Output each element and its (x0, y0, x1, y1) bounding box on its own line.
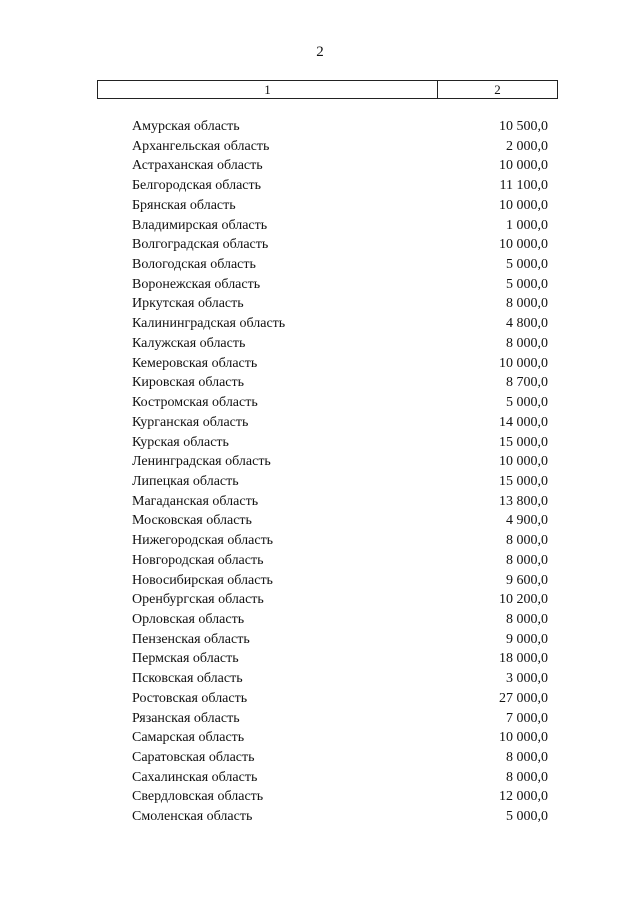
table-row (132, 452, 548, 472)
table-row (132, 373, 548, 393)
region-amount: 1 000,0 (506, 217, 548, 233)
region-amount: 8 000,0 (506, 750, 548, 765)
region-amount: 10 000,0 (499, 197, 548, 213)
region-name: Курская область (132, 434, 229, 450)
region-amount: 8 000,0 (506, 296, 548, 312)
region-name: Курганская область (132, 414, 249, 430)
region-table-body (132, 117, 548, 827)
table-row (132, 117, 548, 137)
table-row (132, 176, 548, 196)
table-row (132, 413, 548, 433)
region-name: Свердловская область (132, 789, 264, 805)
table-row (132, 610, 548, 630)
table-row (132, 571, 548, 591)
region-amount: 2 000,0 (506, 138, 548, 154)
region-amount: 8 000,0 (506, 552, 548, 568)
region-name: Рязанская область (132, 710, 240, 726)
table-column-header (97, 80, 558, 99)
table-row (132, 807, 548, 827)
region-name: Архангельская область (132, 138, 270, 154)
region-name: Калужская область (132, 335, 246, 351)
table-row (132, 137, 548, 157)
table-row (132, 709, 548, 729)
table-row (132, 511, 548, 531)
table-row (132, 728, 548, 748)
table-row (132, 196, 548, 216)
region-amount: 11 100,0 (499, 178, 548, 194)
table-row (132, 216, 548, 236)
region-amount: 10 000,0 (499, 454, 548, 470)
region-amount: 18 000,0 (499, 651, 548, 667)
region-amount: 5 000,0 (506, 395, 548, 411)
region-name: Новгородская область (132, 552, 264, 568)
table-row (132, 669, 548, 689)
region-amount: 12 000,0 (499, 789, 548, 805)
table-row (132, 235, 548, 255)
region-name: Астраханская область (132, 158, 263, 174)
table-row (132, 334, 548, 354)
region-amount: 10 000,0 (499, 730, 548, 746)
table-row (132, 689, 548, 709)
region-name: Брянская область (132, 197, 236, 213)
region-amount: 8 000,0 (506, 769, 548, 785)
table-row (132, 314, 548, 334)
region-name: Пензенская область (132, 631, 250, 647)
region-name: Воронежская область (132, 276, 261, 292)
region-name: Новосибирская область (132, 572, 273, 588)
region-amount: 4 900,0 (506, 513, 548, 529)
region-name: Ленинградская область (132, 454, 271, 470)
region-name: Сахалинская область (132, 769, 258, 785)
region-amount: 8 700,0 (506, 375, 548, 391)
column-2-header: 2 (494, 82, 501, 97)
region-name: Ростовская область (132, 690, 248, 706)
region-name: Пермская область (132, 651, 239, 667)
table-row (132, 531, 548, 551)
region-amount: 5 000,0 (506, 276, 548, 292)
region-amount: 8 000,0 (506, 335, 548, 351)
region-amount: 5 000,0 (506, 809, 548, 825)
region-name: Орловская область (132, 611, 245, 627)
column-1-header: 1 (98, 81, 438, 98)
region-name: Белгородская область (132, 178, 262, 194)
region-name: Нижегородская область (132, 533, 274, 549)
region-name: Владимирская область (132, 217, 268, 233)
region-name: Оренбургская область (132, 592, 264, 608)
region-name: Московская область (132, 513, 252, 529)
region-name: Кировская область (132, 375, 245, 391)
region-amount: 15 000,0 (499, 473, 548, 489)
region-amount: 27 000,0 (499, 690, 548, 706)
table-row (132, 294, 548, 314)
region-amount: 10 200,0 (499, 592, 548, 608)
region-amount: 10 000,0 (499, 237, 548, 253)
region-amount: 8 000,0 (506, 611, 548, 627)
table-row (132, 630, 548, 650)
region-amount: 3 000,0 (506, 671, 548, 687)
region-name: Магаданская область (132, 493, 259, 509)
region-amount: 9 000,0 (506, 631, 548, 647)
table-row (132, 275, 548, 295)
region-amount: 8 000,0 (506, 533, 548, 549)
table-row (132, 748, 548, 768)
region-amount: 15 000,0 (499, 434, 548, 450)
region-amount: 7 000,0 (506, 710, 548, 726)
region-amount: 10 500,0 (499, 119, 548, 134)
table-row (132, 472, 548, 492)
region-name: Саратовская область (132, 750, 255, 765)
region-name: Иркутская область (132, 296, 244, 312)
region-amount: 10 000,0 (499, 158, 548, 174)
table-row (132, 787, 548, 807)
table-row (132, 649, 548, 669)
region-name: Волгоградская область (132, 237, 269, 253)
region-name: Самарская область (132, 730, 245, 746)
table-row (132, 393, 548, 413)
table-row (132, 590, 548, 610)
table-row (132, 551, 548, 571)
region-name: Костромская область (132, 395, 258, 411)
region-amount: 4 800,0 (506, 316, 548, 332)
region-amount: 5 000,0 (506, 257, 548, 273)
region-amount: 14 000,0 (499, 414, 548, 430)
region-name: Липецкая область (132, 473, 239, 489)
region-amount: 13 800,0 (499, 493, 548, 509)
table-row (132, 768, 548, 788)
region-name: Смоленская область (132, 809, 253, 825)
region-name: Калининградская область (132, 316, 286, 332)
page-number: 2 (316, 44, 324, 60)
table-row (132, 255, 548, 275)
table-row (132, 492, 548, 512)
region-amount: 9 600,0 (506, 572, 548, 588)
region-name: Кемеровская область (132, 355, 258, 371)
region-amount: 10 000,0 (499, 355, 548, 371)
region-name: Амурская область (132, 119, 240, 134)
region-name: Псковская область (132, 671, 243, 687)
table-row (132, 354, 548, 374)
table-row (132, 156, 548, 176)
table-row (132, 433, 548, 453)
region-name: Вологодская область (132, 257, 256, 273)
